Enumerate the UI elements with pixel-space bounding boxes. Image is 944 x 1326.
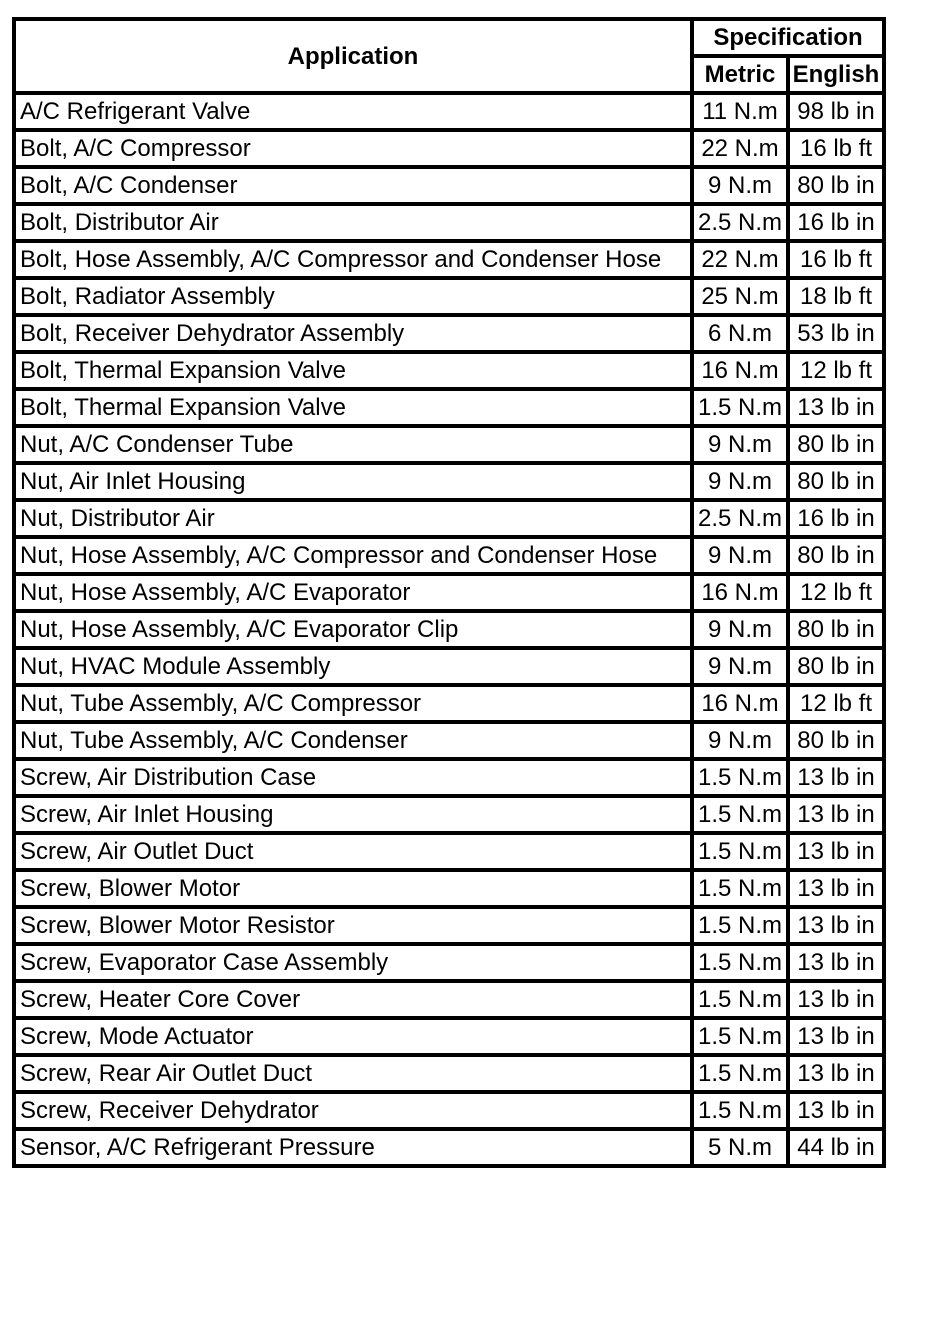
english-cell: 13 lb in	[788, 796, 884, 833]
metric-cell: 22 N.m	[692, 130, 788, 167]
application-cell: Nut, A/C Condenser Tube	[14, 426, 692, 463]
table-row	[14, 833, 884, 870]
table-row	[14, 611, 884, 648]
application-cell: Screw, Rear Air Outlet Duct	[14, 1055, 692, 1092]
application-cell: Bolt, Distributor Air	[14, 204, 692, 241]
english-cell: 13 lb in	[788, 907, 884, 944]
english-cell: 12 lb ft	[788, 352, 884, 389]
table-row	[14, 981, 884, 1018]
application-cell: Bolt, Receiver Dehydrator Assembly	[14, 315, 692, 352]
english-cell: 13 lb in	[788, 870, 884, 907]
application-cell: Nut, Air Inlet Housing	[14, 463, 692, 500]
table-row	[14, 574, 884, 611]
english-cell: 13 lb in	[788, 833, 884, 870]
english-cell: 80 lb in	[788, 167, 884, 204]
metric-cell: 1.5 N.m	[692, 907, 788, 944]
application-cell: Bolt, A/C Compressor	[14, 130, 692, 167]
english-cell: 16 lb ft	[788, 130, 884, 167]
application-cell: Nut, Tube Assembly, A/C Compressor	[14, 685, 692, 722]
table-row	[14, 1129, 884, 1166]
english-cell: 80 lb in	[788, 463, 884, 500]
english-cell: 80 lb in	[788, 611, 884, 648]
table-row	[14, 241, 884, 278]
table-row	[14, 463, 884, 500]
english-cell: 44 lb in	[788, 1129, 884, 1166]
application-cell: Screw, Heater Core Cover	[14, 981, 692, 1018]
application-cell: Bolt, A/C Condenser	[14, 167, 692, 204]
metric-cell: 1.5 N.m	[692, 870, 788, 907]
application-cell: Bolt, Hose Assembly, A/C Compressor and Condenser Hose	[14, 241, 692, 278]
metric-cell: 1.5 N.m	[692, 389, 788, 426]
application-cell: Screw, Evaporator Case Assembly	[14, 944, 692, 981]
metric-cell: 2.5 N.m	[692, 204, 788, 241]
table-row	[14, 426, 884, 463]
specification-header: Specification	[692, 19, 884, 56]
metric-cell: 9 N.m	[692, 463, 788, 500]
metric-cell: 9 N.m	[692, 537, 788, 574]
english-cell: 16 lb in	[788, 500, 884, 537]
metric-cell: 1.5 N.m	[692, 944, 788, 981]
english-cell: 98 lb in	[788, 93, 884, 130]
metric-cell: 9 N.m	[692, 722, 788, 759]
table-row	[14, 204, 884, 241]
table-row	[14, 1018, 884, 1055]
english-cell: 80 lb in	[788, 537, 884, 574]
english-cell: 13 lb in	[788, 759, 884, 796]
english-cell: 12 lb ft	[788, 685, 884, 722]
application-cell: Nut, Hose Assembly, A/C Evaporator	[14, 574, 692, 611]
english-cell: 13 lb in	[788, 389, 884, 426]
application-cell: Nut, HVAC Module Assembly	[14, 648, 692, 685]
english-cell: 80 lb in	[788, 722, 884, 759]
table-row	[14, 315, 884, 352]
english-cell: 12 lb ft	[788, 574, 884, 611]
table-row	[14, 500, 884, 537]
application-cell: A/C Refrigerant Valve	[14, 93, 692, 130]
metric-cell: 1.5 N.m	[692, 1092, 788, 1129]
english-cell: 18 lb ft	[788, 278, 884, 315]
table-row	[14, 1055, 884, 1092]
english-cell: 80 lb in	[788, 426, 884, 463]
table-row	[14, 130, 884, 167]
application-cell: Screw, Air Distribution Case	[14, 759, 692, 796]
metric-cell: 9 N.m	[692, 648, 788, 685]
metric-cell: 16 N.m	[692, 574, 788, 611]
metric-cell: 25 N.m	[692, 278, 788, 315]
table-row	[14, 907, 884, 944]
metric-cell: 2.5 N.m	[692, 500, 788, 537]
metric-cell: 1.5 N.m	[692, 833, 788, 870]
application-cell: Bolt, Thermal Expansion Valve	[14, 389, 692, 426]
english-cell: 16 lb in	[788, 204, 884, 241]
table-row	[14, 389, 884, 426]
table-row	[14, 796, 884, 833]
metric-cell: 9 N.m	[692, 611, 788, 648]
metric-cell: 5 N.m	[692, 1129, 788, 1166]
application-cell: Bolt, Thermal Expansion Valve	[14, 352, 692, 389]
english-cell: 53 lb in	[788, 315, 884, 352]
table-row	[14, 870, 884, 907]
metric-cell: 22 N.m	[692, 241, 788, 278]
table-row	[14, 722, 884, 759]
metric-cell: 11 N.m	[692, 93, 788, 130]
metric-cell: 1.5 N.m	[692, 796, 788, 833]
application-cell: Screw, Mode Actuator	[14, 1018, 692, 1055]
metric-cell: 1.5 N.m	[692, 759, 788, 796]
application-cell: Nut, Tube Assembly, A/C Condenser	[14, 722, 692, 759]
table-row	[14, 648, 884, 685]
english-cell: 13 lb in	[788, 1092, 884, 1129]
table-row	[14, 944, 884, 981]
english-cell: 13 lb in	[788, 981, 884, 1018]
english-cell: 80 lb in	[788, 648, 884, 685]
table-row	[14, 759, 884, 796]
english-cell: 13 lb in	[788, 1018, 884, 1055]
application-cell: Screw, Air Outlet Duct	[14, 833, 692, 870]
application-cell: Screw, Blower Motor	[14, 870, 692, 907]
table-row	[14, 352, 884, 389]
table-header	[14, 19, 884, 93]
metric-cell: 9 N.m	[692, 426, 788, 463]
application-cell: Nut, Hose Assembly, A/C Evaporator Clip	[14, 611, 692, 648]
metric-cell: 1.5 N.m	[692, 1018, 788, 1055]
header-row-top	[14, 19, 884, 56]
torque-spec-table	[12, 17, 886, 1168]
english-header: English	[788, 56, 884, 93]
application-cell: Bolt, Radiator Assembly	[14, 278, 692, 315]
english-cell: 16 lb ft	[788, 241, 884, 278]
application-cell: Screw, Blower Motor Resistor	[14, 907, 692, 944]
table-row	[14, 537, 884, 574]
english-cell: 13 lb in	[788, 944, 884, 981]
application-cell: Screw, Receiver Dehydrator	[14, 1092, 692, 1129]
application-cell: Sensor, A/C Refrigerant Pressure	[14, 1129, 692, 1166]
table-body	[14, 93, 884, 1166]
table-row	[14, 278, 884, 315]
table-row	[14, 685, 884, 722]
table-row	[14, 167, 884, 204]
metric-cell: 1.5 N.m	[692, 1055, 788, 1092]
metric-header: Metric	[692, 56, 788, 93]
application-header: Application	[14, 19, 692, 93]
application-cell: Nut, Distributor Air	[14, 500, 692, 537]
table-row	[14, 93, 884, 130]
english-cell: 13 lb in	[788, 1055, 884, 1092]
metric-cell: 16 N.m	[692, 352, 788, 389]
application-cell: Nut, Hose Assembly, A/C Compressor and Condenser Hose	[14, 537, 692, 574]
table-row	[14, 1092, 884, 1129]
application-cell: Screw, Air Inlet Housing	[14, 796, 692, 833]
metric-cell: 1.5 N.m	[692, 981, 788, 1018]
metric-cell: 6 N.m	[692, 315, 788, 352]
metric-cell: 16 N.m	[692, 685, 788, 722]
metric-cell: 9 N.m	[692, 167, 788, 204]
